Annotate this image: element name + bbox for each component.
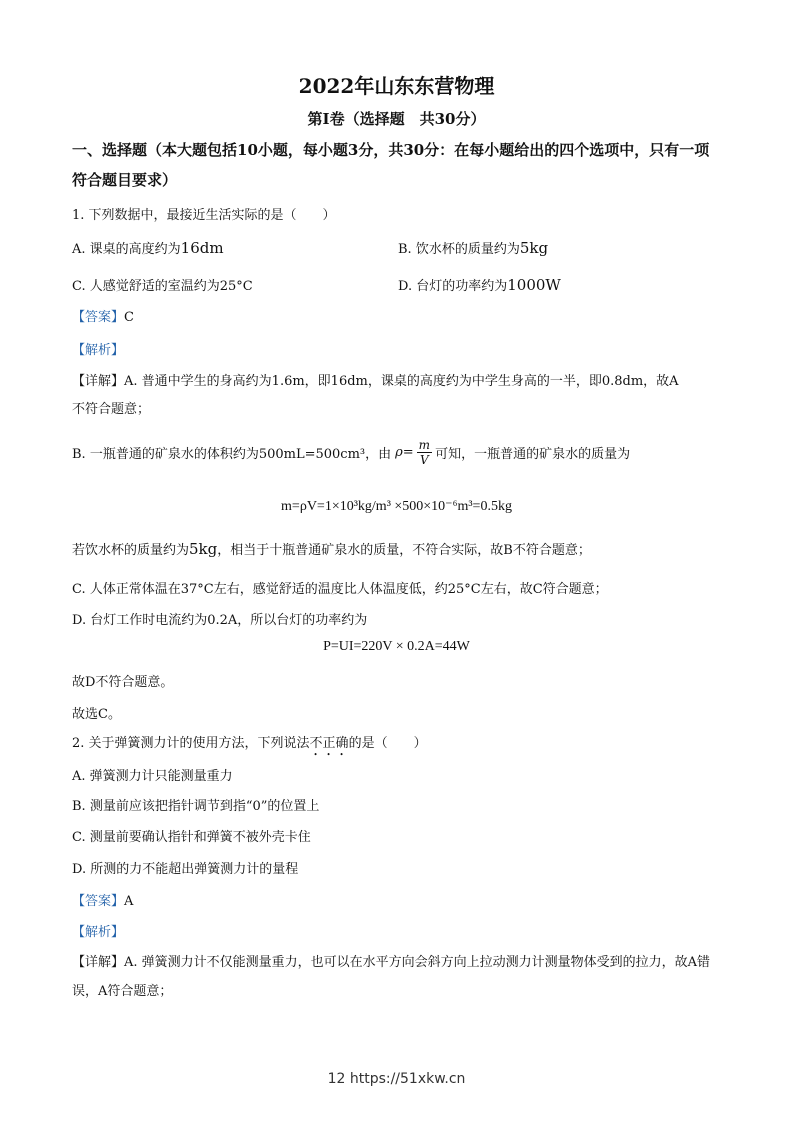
- power-formula: P=UI=220V × 0.2A=44W: [323, 639, 470, 654]
- page-footer: [0, 1071, 793, 1087]
- q1-option-a-label: A. 课桌的高度约为: [72, 242, 181, 257]
- detail-label: 【详解】: [72, 374, 125, 389]
- q2-stem: [72, 732, 427, 759]
- q1-option-d-label: D. 台灯的功率约为: [398, 279, 508, 294]
- detail-b-text-post: 可知，一瓶普通的矿泉水的质量为: [435, 447, 631, 462]
- answer-value: C: [124, 310, 134, 325]
- q1-detail-d: D. 台灯工作时电流约为0.2A，所以台灯的功率约为: [72, 613, 368, 628]
- part-subtitle: 第Ⅰ卷（选择题 共30分）: [307, 110, 486, 128]
- q1-detail-b-line2: [72, 539, 591, 558]
- q1-option-c: C. 人感觉舒适的室温约为25°C: [72, 279, 253, 294]
- q2-option-b: B. 测量前应该把指针调节到指“0”的位置上: [72, 799, 320, 814]
- q1-analysis-label: 【解析】: [72, 343, 125, 358]
- detail-b-text-pre: B. 一瓶普通的矿泉水的体积约为500mL=500cm³，由: [72, 447, 392, 462]
- detail-text: A. 普通中学生的身高约为1.6m，即16dm，课桌的高度约为中学生身高的一半，即0.8dm，故A: [124, 374, 679, 389]
- fraction-denominator: V: [420, 453, 429, 467]
- q2-detail-a: [72, 948, 722, 1006]
- answer-label: 【答案】: [72, 894, 125, 909]
- q2-option-d: D. 所测的力不能超出弹簧测力计的量程: [72, 862, 299, 877]
- detail-label: 【详解】: [72, 955, 125, 970]
- q1-detail-c: C. 人体正常体温在37°C左右，感觉舒适的温度比人体温度低，约25°C左右，故C符合题意；: [72, 582, 608, 597]
- q1-option-b-label: B. 饮水杯的质量约为: [398, 242, 520, 257]
- mass-formula: m=ρV=1×10³kg/m³ ×500×10⁻⁶m³=0.5kg: [281, 499, 512, 514]
- q1-option-d-value: 1000W: [507, 276, 561, 294]
- answer-label: 【答案】: [72, 310, 125, 325]
- document-title: 2022年山东东营物理: [298, 74, 495, 98]
- q1-option-b-value: 5kg: [519, 239, 549, 257]
- answer-value: A: [124, 894, 134, 909]
- q2-option-c: C. 测量前要确认指针和弹簧不被外壳卡住: [72, 830, 311, 845]
- q2-option-a: A. 弹簧测力计只能测量重力: [72, 769, 233, 784]
- q2-stem-post: 的是（ ）: [348, 736, 427, 751]
- q1-detail-a-line2: 不符合题意；: [72, 402, 151, 417]
- q1-choice: 故选C。: [72, 707, 121, 722]
- section-heading: 一、选择题（本大题包括10小题，每小题3分，共30分：在每小题给出的四个选项中，只有一项符合题目要求）: [72, 141, 710, 189]
- rho-symbol: ρ=: [395, 445, 414, 460]
- q2-stem-pre: 2. 关于弹簧测力计的使用方法，下列说法: [72, 736, 310, 751]
- q1-option-d: [398, 275, 561, 294]
- q1-option-b: [398, 238, 548, 257]
- footer-url: https://51xkw.cn: [349, 1071, 466, 1087]
- q1-option-a-value: 16dm: [180, 239, 224, 257]
- q2-stem-emphasis: 不正确: [309, 736, 349, 751]
- q1-answer: [72, 306, 134, 325]
- detail-text: A. 弹簧测力计不仅能测量重力，也可以在水平方向会斜方向上拉动测力计测量物体受到的拉力，故A错误，A符合题意；: [72, 955, 711, 999]
- fraction-numerator: m: [418, 438, 431, 452]
- q1-detail-b-line1: [72, 438, 630, 467]
- q1-stem: 1. 下列数据中，最接近生活实际的是（ ）: [72, 208, 336, 223]
- page-number: 12: [327, 1071, 346, 1087]
- detail-b2-value: 5kg: [189, 540, 218, 558]
- q2-answer: [72, 890, 133, 909]
- q2-analysis-label: 【解析】: [72, 925, 125, 940]
- q1-option-a: [72, 238, 224, 257]
- q1-detail-d-end: 故D不符合题意。: [72, 675, 174, 690]
- detail-b2-post: ，相当于十瓶普通矿泉水的质量，不符合实际，故B不符合题意；: [217, 543, 591, 558]
- detail-b2-pre: 若饮水杯的质量约为: [72, 543, 190, 558]
- q1-detail-a-line1: [72, 370, 679, 389]
- density-fraction: [417, 438, 432, 467]
